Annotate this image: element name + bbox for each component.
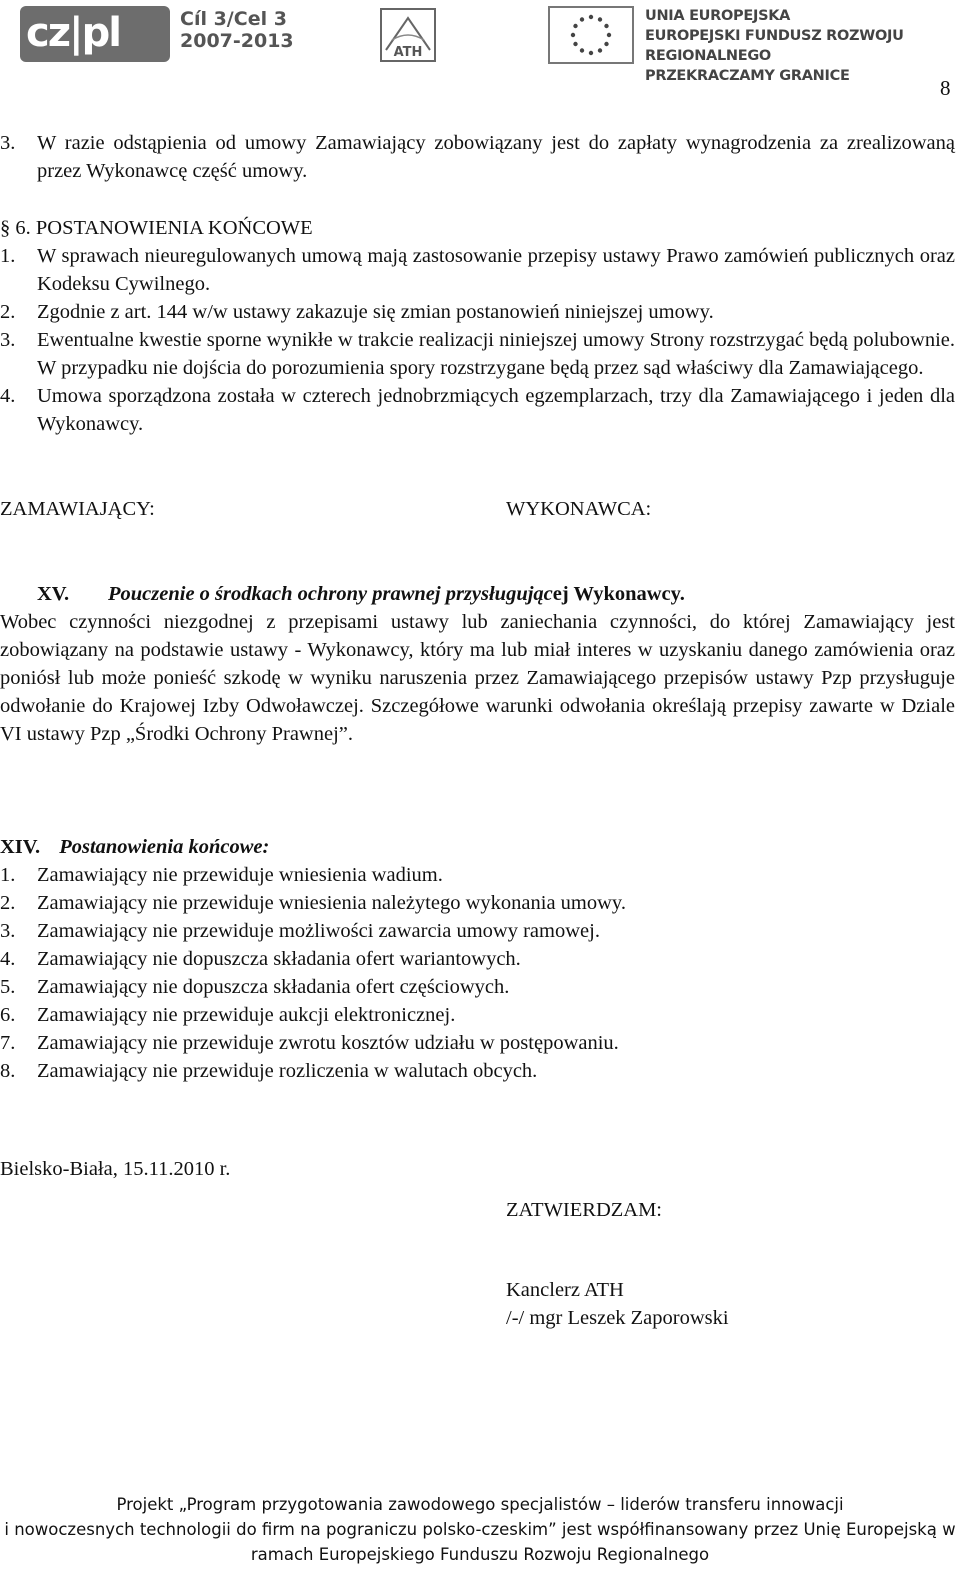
page-header: [0, 0, 960, 84]
section-6-heading: § 6. POSTANOWIENIA KOŃCOWE: [0, 217, 313, 239]
list-item-number: 6.: [0, 1004, 16, 1026]
cil-logo: [180, 8, 294, 52]
eu-flag-icon: [548, 6, 634, 64]
list-item-number: 7.: [0, 1032, 16, 1054]
eu-line-1: UNIA EUROPEJSKA: [645, 8, 791, 24]
list-item-text: Zamawiający nie dopuszcza składania ofert częściowych.: [37, 976, 510, 998]
eu-line-3: PRZEKRACZAMY GRANICE: [645, 68, 850, 84]
parties: [0, 495, 955, 523]
section-xiv-number: XIV.: [0, 836, 41, 858]
ath-logo-icon: [382, 10, 434, 60]
list-item: [0, 129, 955, 185]
section-xv: [0, 580, 955, 748]
czpl-logo-text: cz|pl: [26, 10, 120, 56]
ath-logo-text: ATH: [393, 45, 423, 60]
eu-fund-text: [645, 6, 960, 86]
place-date: Bielsko-Biała, 15.11.2010 r.: [0, 1158, 231, 1180]
list-item-number: 8.: [0, 1060, 16, 1082]
list-item: [0, 1001, 955, 1029]
cil-logo-line2: 2007-2013: [180, 30, 294, 52]
list-item: [0, 973, 955, 1001]
section-xv-body: Wobec czynności niezgodnej z przepisami ustawy lub zaniechania czynności, do której Zamawiający jest zobowiązany na podstawie ustawy - Wykonawcy, który ma lub miał interes w uzyskaniu danego zamówienia oraz poniósł lub może ponieść szkodę w wyniku naruszenia przez Zamawiającego przepisów ustawy Pzp przysługuje odwołanie do Krajowej Izby Odwoławczej. Szczegółowe warunki odwołania określają przepisy zawarte w Dziale VI ustawy Pzp „Środki Ochrony Prawnej”.: [0, 611, 955, 745]
list-item-text: Zamawiający nie przewiduje aukcji elektronicznej.: [37, 1004, 456, 1026]
list-item-number: 4.: [0, 385, 16, 407]
section-xiv-heading: [0, 833, 955, 861]
approval-line-2: /-/ mgr Leszek Zaporowski: [506, 1307, 729, 1329]
list-item-text: Zamawiający nie dopuszcza składania ofert wariantowych.: [37, 948, 521, 970]
footer-line-3: ramach Europejskiego Funduszu Rozwoju Regionalnego: [250, 1545, 710, 1564]
list-item-number: 1.: [0, 245, 16, 267]
list-item-text: Ewentualne kwestie sporne wynikłe w trakcie realizacji niniejszej umowy Strony rozstrzygać będą polubownie. W przypadku nie dojścia do porozumienia spory rozstrzygane będą przez sąd właściwy dla Zamawiającego.: [37, 329, 955, 379]
list-item: [0, 382, 955, 438]
approval-line-1: Kanclerz ATH: [506, 1279, 624, 1301]
list-item: [0, 242, 955, 298]
page-number: 8: [940, 76, 951, 100]
list-item-number: 4.: [0, 948, 16, 970]
list-item: [0, 1057, 955, 1085]
section-xiv: [0, 833, 955, 1085]
cil-logo-line1: Cíl 3/Cel 3: [180, 8, 287, 30]
list-item-number: 3.: [0, 920, 16, 942]
list-item-number: 1.: [0, 864, 16, 886]
page-footer: [0, 1492, 960, 1567]
list-item-text: Zamawiający nie przewiduje możliwości zawarcia umowy ramowej.: [37, 920, 600, 942]
list-item: [0, 861, 955, 889]
section-xv-title-italic: Pouczenie o środkach ochrony prawnej przysługując: [108, 583, 553, 605]
section-6: [0, 214, 955, 438]
list-item: [0, 945, 955, 973]
list-item-number: 2.: [0, 301, 16, 323]
footer-line-1: Projekt „Program przygotowania zawodowego specjalistów – liderów transferu innowacji: [116, 1495, 844, 1514]
czpl-logo: [20, 6, 170, 62]
party-wykonawca: WYKONAWCA:: [506, 498, 652, 520]
list-item-text: Zamawiający nie przewiduje wniesienia należytego wykonania umowy.: [37, 892, 626, 914]
section-xv-number: XV.: [37, 583, 70, 605]
list-item-number: 2.: [0, 892, 16, 914]
list-item-text: Zgodnie z art. 144 w/w ustawy zakazuje się zmian postanowień niniejszej umowy.: [37, 301, 714, 323]
approval: [506, 1196, 946, 1332]
list-item: [0, 326, 955, 382]
list-item-text: W sprawach nieuregulowanych umową mają zastosowanie przepisy ustawy Prawo zamówień publicznych oraz Kodeksu Cywilnego.: [37, 245, 955, 295]
list-item-text: Zamawiający nie przewiduje wniesienia wadium.: [37, 864, 443, 886]
section-xv-heading: [0, 580, 955, 608]
list-item-number: 3.: [0, 329, 16, 351]
list-item-number: 3.: [0, 132, 16, 154]
list-item-text: Zamawiający nie przewiduje zwrotu kosztów udziału w postępowaniu.: [37, 1032, 619, 1054]
approval-label: ZATWIERDZAM:: [506, 1199, 663, 1221]
list-item-number: 5.: [0, 976, 16, 998]
party-zamawiajacy: ZAMAWIAJĄCY:: [0, 498, 155, 520]
list-item: [0, 889, 955, 917]
footer-line-2: i nowoczesnych technologii do firm na pograniczu polsko-czeskim” jest współfinansowany przez Unię Europejską w: [4, 1520, 956, 1539]
list-item: [0, 917, 955, 945]
ath-logo: [380, 8, 436, 62]
list-item-text: Umowa sporządzona została w czterech jednobrzmiących egzemplarzach, trzy dla Zamawiającego i jeden dla Wykonawcy.: [37, 385, 955, 435]
section-xv-title-rest: ej Wykonawcy.: [552, 583, 685, 605]
list-item: [0, 298, 955, 326]
top-item: [0, 129, 955, 185]
list-item: [0, 1029, 955, 1057]
list-item-text: W razie odstąpienia od umowy Zamawiający zobowiązany jest do zapłaty wynagrodzenia za zrealizowaną przez Wykonawcę część umowy.: [37, 132, 955, 182]
list-item-text: Zamawiający nie przewiduje rozliczenia w walutach obcych.: [37, 1060, 538, 1082]
eu-line-2: EUROPEJSKI FUNDUSZ ROZWOJU REGIONALNEGO: [645, 28, 904, 64]
section-xiv-title: Postanowienia końcowe:: [59, 836, 270, 858]
